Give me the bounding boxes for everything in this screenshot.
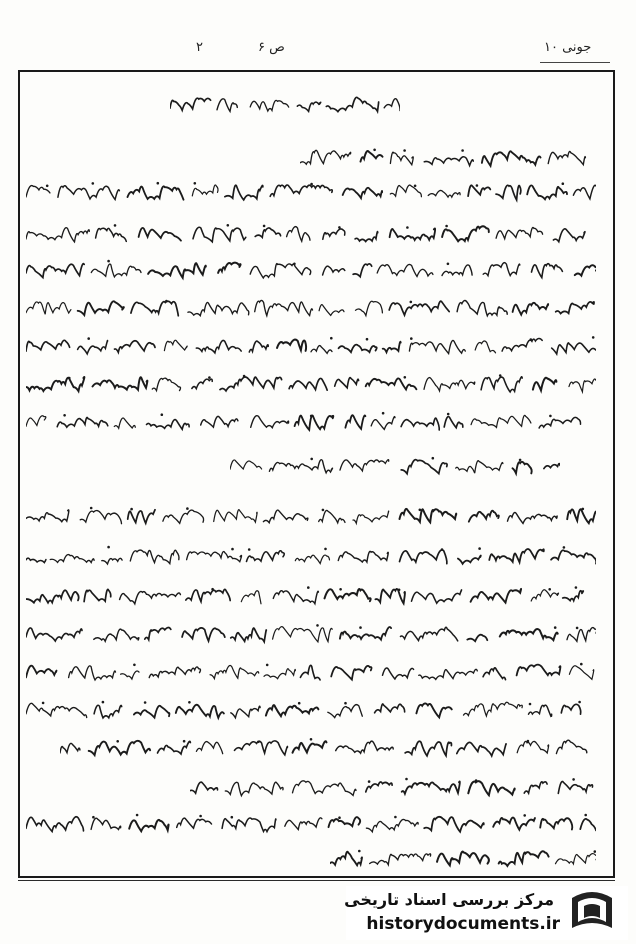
archive-emblem-icon xyxy=(566,888,618,936)
handwritten-line xyxy=(230,454,560,480)
handwritten-line xyxy=(26,222,596,248)
header-number: ۲ xyxy=(196,40,203,55)
handwritten-line xyxy=(26,812,596,838)
header-middle: ص ۶ xyxy=(258,40,285,55)
handwritten-line xyxy=(26,180,596,206)
handwritten-line xyxy=(26,296,596,322)
header-rule xyxy=(540,62,610,63)
handwritten-line xyxy=(60,736,596,762)
handwritten-line xyxy=(26,258,596,284)
handwritten-line xyxy=(26,334,596,360)
logo-title: مرکز بررسی اسناد تاریخی xyxy=(344,890,554,909)
handwritten-line xyxy=(26,660,596,686)
handwritten-line xyxy=(26,622,596,648)
handwritten-line xyxy=(26,544,596,570)
handwritten-line xyxy=(26,584,596,610)
logo-url: historydocuments.ir xyxy=(366,914,560,934)
handwritten-line xyxy=(26,698,596,724)
handwritten-line xyxy=(300,146,590,172)
handwritten-line xyxy=(26,372,596,398)
archive-logo xyxy=(346,886,628,940)
header-top-left: جونی ۱۰ xyxy=(544,40,592,55)
bottom-divider xyxy=(18,880,615,881)
handwritten-line xyxy=(26,410,596,436)
handwritten-line xyxy=(170,92,400,118)
handwritten-line xyxy=(190,776,596,802)
handwritten-line xyxy=(330,846,596,872)
handwritten-line xyxy=(26,504,596,530)
